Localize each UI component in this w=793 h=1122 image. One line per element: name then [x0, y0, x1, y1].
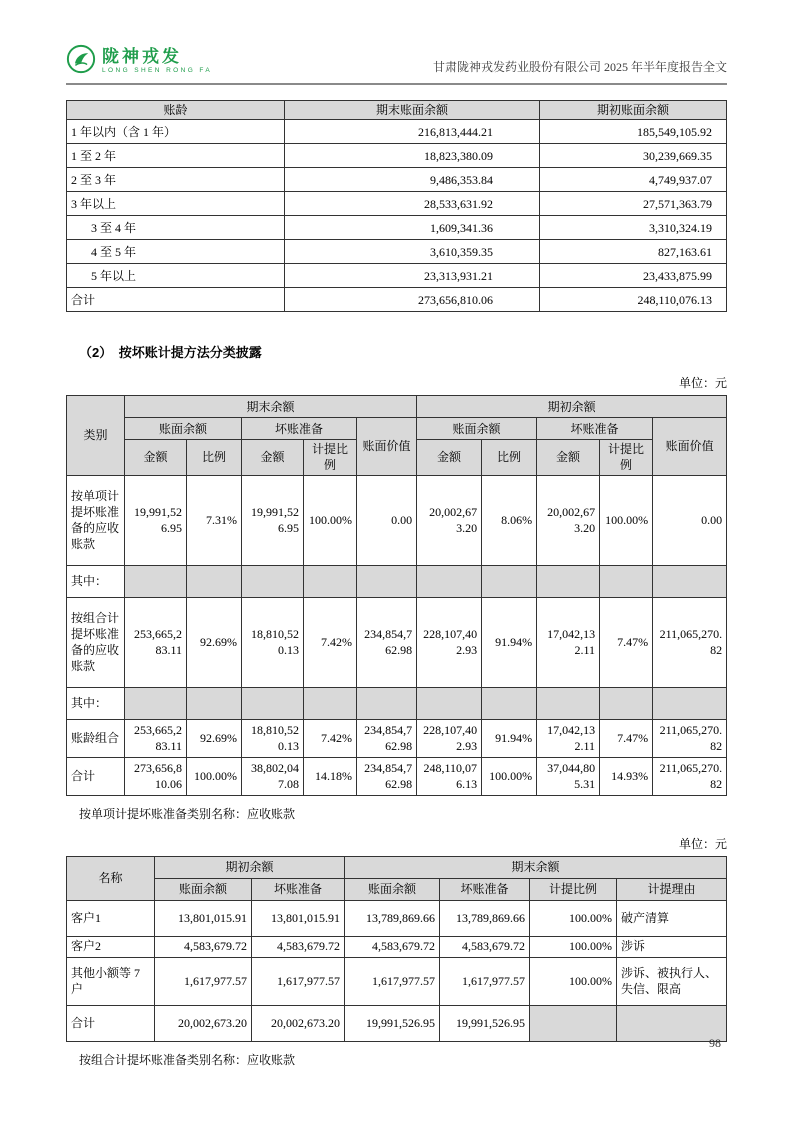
category-label: 按单项计提坏账准备的应收账款	[67, 475, 125, 565]
cell-value: 4,583,679.72	[252, 936, 345, 957]
cell-value: 100.00%	[530, 936, 617, 957]
cell-value: 19,991,526.95	[242, 475, 304, 565]
aging-begin-value: 185,549,105.92	[540, 120, 727, 144]
provision-reason: 涉诉、被执行人、失信、限高	[617, 957, 727, 1005]
cell-value: 1,617,977.57	[252, 957, 345, 1005]
aging-label: 4 至 5 年	[67, 240, 285, 264]
cell-value: 17,042,132.11	[537, 719, 600, 757]
cell-value: 0.00	[357, 475, 417, 565]
aging-total-label: 合计	[67, 288, 285, 312]
subheader-amount: 金额	[125, 440, 187, 475]
table-row	[67, 719, 727, 757]
col-header-aging: 账龄	[67, 101, 285, 120]
col-header-category: 类别	[67, 396, 125, 475]
aging-label: 5 年以上	[67, 264, 285, 288]
table-row-total	[67, 757, 727, 795]
cell-empty	[304, 565, 357, 597]
table-row	[67, 475, 727, 565]
table-row-among	[67, 565, 727, 597]
table-row-total	[67, 288, 727, 312]
aging-label: 3 年以上	[67, 192, 285, 216]
col-header-ending-balance: 期末账面余额	[285, 101, 540, 120]
aging-begin-value: 27,571,363.79	[540, 192, 727, 216]
table-row	[67, 144, 727, 168]
cell-value: 234,854,762.98	[357, 719, 417, 757]
subheader-bad-debt: 坏账准备	[252, 878, 345, 900]
cell-value: 1,617,977.57	[345, 957, 440, 1005]
cell-empty	[357, 687, 417, 719]
table-row	[67, 957, 727, 1005]
cell-empty	[653, 687, 727, 719]
category-label: 账龄组合	[67, 719, 125, 757]
page-header	[66, 44, 727, 85]
subheader-provision-ratio: 计提比例	[600, 440, 653, 475]
cell-value: 19,991,526.95	[440, 1005, 530, 1041]
subheader-provision-reason: 计提理由	[617, 878, 727, 900]
cell-value: 20,002,673.20	[417, 475, 482, 565]
aging-label: 1 年以内（含 1 年）	[67, 120, 285, 144]
header-row-subgroups	[67, 878, 727, 900]
subheader-book-balance: 账面余额	[417, 418, 537, 440]
cell-value: 211,065,270.82	[653, 719, 727, 757]
aging-end-value: 9,486,353.84	[285, 168, 540, 192]
cell-value: 248,110,076.13	[417, 757, 482, 795]
table-row	[67, 936, 727, 957]
provision-method-table	[66, 395, 727, 795]
subheader-bad-debt: 坏账准备	[242, 418, 357, 440]
aging-total-end: 273,656,810.06	[285, 288, 540, 312]
table-row	[67, 240, 727, 264]
subheader-book-value: 账面价值	[653, 418, 727, 475]
table-row	[67, 120, 727, 144]
cell-value: 13,801,015.91	[252, 900, 345, 936]
cell-value: 7.42%	[304, 597, 357, 687]
aging-total-begin: 248,110,076.13	[540, 288, 727, 312]
group-header-ending: 期末余额	[345, 856, 727, 878]
cell-value: 234,854,762.98	[357, 757, 417, 795]
aging-header-row	[67, 101, 727, 120]
aging-end-value: 1,609,341.36	[285, 216, 540, 240]
brand-name: 陇神戎发	[102, 46, 182, 66]
group-header-ending: 期末余额	[125, 396, 417, 418]
subheader-provision-ratio: 计提比例	[304, 440, 357, 475]
provision-reason: 涉诉	[617, 936, 727, 957]
aging-end-value: 3,610,359.35	[285, 240, 540, 264]
cell-value: 100.00%	[530, 957, 617, 1005]
cell-value: 37,044,805.31	[537, 757, 600, 795]
cell-empty	[600, 565, 653, 597]
header-row-groups	[67, 396, 727, 418]
page-number: 98	[709, 1036, 721, 1050]
cell-empty	[417, 687, 482, 719]
table-row	[67, 216, 727, 240]
cell-value: 211,065,270.82	[653, 597, 727, 687]
cell-value: 18,810,520.13	[242, 719, 304, 757]
aging-label: 1 至 2 年	[67, 144, 285, 168]
aging-begin-value: 4,749,937.07	[540, 168, 727, 192]
cell-empty	[242, 687, 304, 719]
cell-empty	[600, 687, 653, 719]
cell-value: 234,854,762.98	[357, 597, 417, 687]
cell-value: 1,617,977.57	[440, 957, 530, 1005]
table-row	[67, 900, 727, 936]
cell-value: 91.94%	[482, 719, 537, 757]
document-title: 甘肃陇神戎发药业股份有限公司 2025 年半年度报告全文	[432, 60, 727, 74]
cell-value: 253,665,283.11	[125, 597, 187, 687]
table-row	[67, 192, 727, 216]
table-row	[67, 264, 727, 288]
aging-end-value: 23,313,931.21	[285, 264, 540, 288]
cell-empty	[537, 687, 600, 719]
cell-value: 20,002,673.20	[252, 1005, 345, 1041]
cell-empty	[125, 565, 187, 597]
aging-begin-value: 3,310,324.19	[540, 216, 727, 240]
cell-empty	[653, 565, 727, 597]
cell-value: 13,801,015.91	[155, 900, 252, 936]
logo-circle-icon	[66, 44, 96, 78]
cell-value: 19,991,526.95	[125, 475, 187, 565]
customer-name: 其他小额等 7 户	[67, 957, 155, 1005]
subheader-amount: 金额	[537, 440, 600, 475]
cell-value: 100.00%	[600, 475, 653, 565]
cell-value: 7.31%	[187, 475, 242, 565]
category-label: 其中：	[67, 687, 125, 719]
cell-value: 38,802,047.08	[242, 757, 304, 795]
unit-label: 单位：元	[678, 836, 727, 851]
subheader-amount: 金额	[417, 440, 482, 475]
logo-text	[102, 48, 212, 75]
customer-name: 客户2	[67, 936, 155, 957]
subheader-book-value: 账面价值	[357, 418, 417, 475]
cell-value: 0.00	[653, 475, 727, 565]
cell-empty	[482, 687, 537, 719]
cell-empty	[125, 687, 187, 719]
cell-value: 19,991,526.95	[345, 1005, 440, 1041]
company-logo	[66, 44, 212, 78]
cell-value: 7.42%	[304, 719, 357, 757]
section-heading: （2） 按坏账计提方法分类披露	[79, 345, 262, 361]
cell-value: 4,583,679.72	[155, 936, 252, 957]
brand-subtitle: LONG SHEN RONG FA	[102, 67, 213, 75]
total-label: 合计	[67, 1005, 155, 1041]
cell-value: 228,107,402.93	[417, 597, 482, 687]
table-row	[67, 597, 727, 687]
cell-value: 92.69%	[187, 597, 242, 687]
cell-value: 13,789,869.66	[440, 900, 530, 936]
aging-begin-value: 23,433,875.99	[540, 264, 727, 288]
note-group-provision: 按组合计提坏账准备类别名称：应收账款	[79, 1052, 296, 1067]
aging-end-value: 18,823,380.09	[285, 144, 540, 168]
aging-label: 2 至 3 年	[67, 168, 285, 192]
aging-table	[66, 100, 727, 312]
col-header-name: 名称	[67, 856, 155, 900]
cell-value: 228,107,402.93	[417, 719, 482, 757]
table-row-among	[67, 687, 727, 719]
category-label: 按组合计提坏账准备的应收账款	[67, 597, 125, 687]
col-header-beginning-balance: 期初账面余额	[540, 101, 727, 120]
table-row	[67, 168, 727, 192]
aging-label: 3 至 4 年	[67, 216, 285, 240]
category-label: 其中：	[67, 565, 125, 597]
aging-begin-value: 827,163.61	[540, 240, 727, 264]
cell-value: 253,665,283.11	[125, 719, 187, 757]
cell-empty	[530, 1005, 617, 1041]
cell-value: 1,617,977.57	[155, 957, 252, 1005]
cell-value: 20,002,673.20	[155, 1005, 252, 1041]
cell-value: 7.47%	[600, 597, 653, 687]
cell-value: 100.00%	[482, 757, 537, 795]
cell-value: 100.00%	[187, 757, 242, 795]
subheader-book-balance: 账面余额	[155, 878, 252, 900]
cell-value: 18,810,520.13	[242, 597, 304, 687]
cell-value: 14.18%	[304, 757, 357, 795]
aging-begin-value: 30,239,669.35	[540, 144, 727, 168]
cell-empty	[187, 687, 242, 719]
header-row-subgroups	[67, 418, 727, 440]
group-header-beginning: 期初余额	[417, 396, 727, 418]
subheader-book-balance: 账面余额	[125, 418, 242, 440]
cell-value: 4,583,679.72	[440, 936, 530, 957]
cell-value: 17,042,132.11	[537, 597, 600, 687]
provision-reason: 破产清算	[617, 900, 727, 936]
subheader-provision-ratio: 计提比例	[530, 878, 617, 900]
cell-empty	[187, 565, 242, 597]
cell-value: 92.69%	[187, 719, 242, 757]
group-header-beginning: 期初余额	[155, 856, 345, 878]
cell-value: 100.00%	[304, 475, 357, 565]
subheader-bad-debt: 坏账准备	[537, 418, 653, 440]
aging-end-value: 216,813,444.21	[285, 120, 540, 144]
aging-end-value: 28,533,631.92	[285, 192, 540, 216]
single-provision-table	[66, 856, 727, 1042]
cell-value: 20,002,673.20	[537, 475, 600, 565]
cell-value: 100.00%	[530, 900, 617, 936]
cell-value: 4,583,679.72	[345, 936, 440, 957]
cell-empty	[417, 565, 482, 597]
cell-value: 14.93%	[600, 757, 653, 795]
cell-value: 91.94%	[482, 597, 537, 687]
cell-value: 211,065,270.82	[653, 757, 727, 795]
cell-value: 7.47%	[600, 719, 653, 757]
table-row-total	[67, 1005, 727, 1041]
subheader-bad-debt: 坏账准备	[440, 878, 530, 900]
cell-value: 273,656,810.06	[125, 757, 187, 795]
cell-value: 13,789,869.66	[345, 900, 440, 936]
subheader-amount: 金额	[242, 440, 304, 475]
cell-empty	[537, 565, 600, 597]
cell-empty	[242, 565, 304, 597]
cell-empty	[482, 565, 537, 597]
header-row-groups	[67, 856, 727, 878]
note-single-provision: 按单项计提坏账准备类别名称：应收账款	[79, 806, 296, 821]
cell-value: 8.06%	[482, 475, 537, 565]
total-label: 合计	[67, 757, 125, 795]
subheader-ratio: 比例	[482, 440, 537, 475]
subheader-ratio: 比例	[187, 440, 242, 475]
unit-label: 单位：元	[678, 376, 727, 391]
cell-empty	[304, 687, 357, 719]
subheader-book-balance: 账面余额	[345, 878, 440, 900]
customer-name: 客户1	[67, 900, 155, 936]
cell-empty	[357, 565, 417, 597]
